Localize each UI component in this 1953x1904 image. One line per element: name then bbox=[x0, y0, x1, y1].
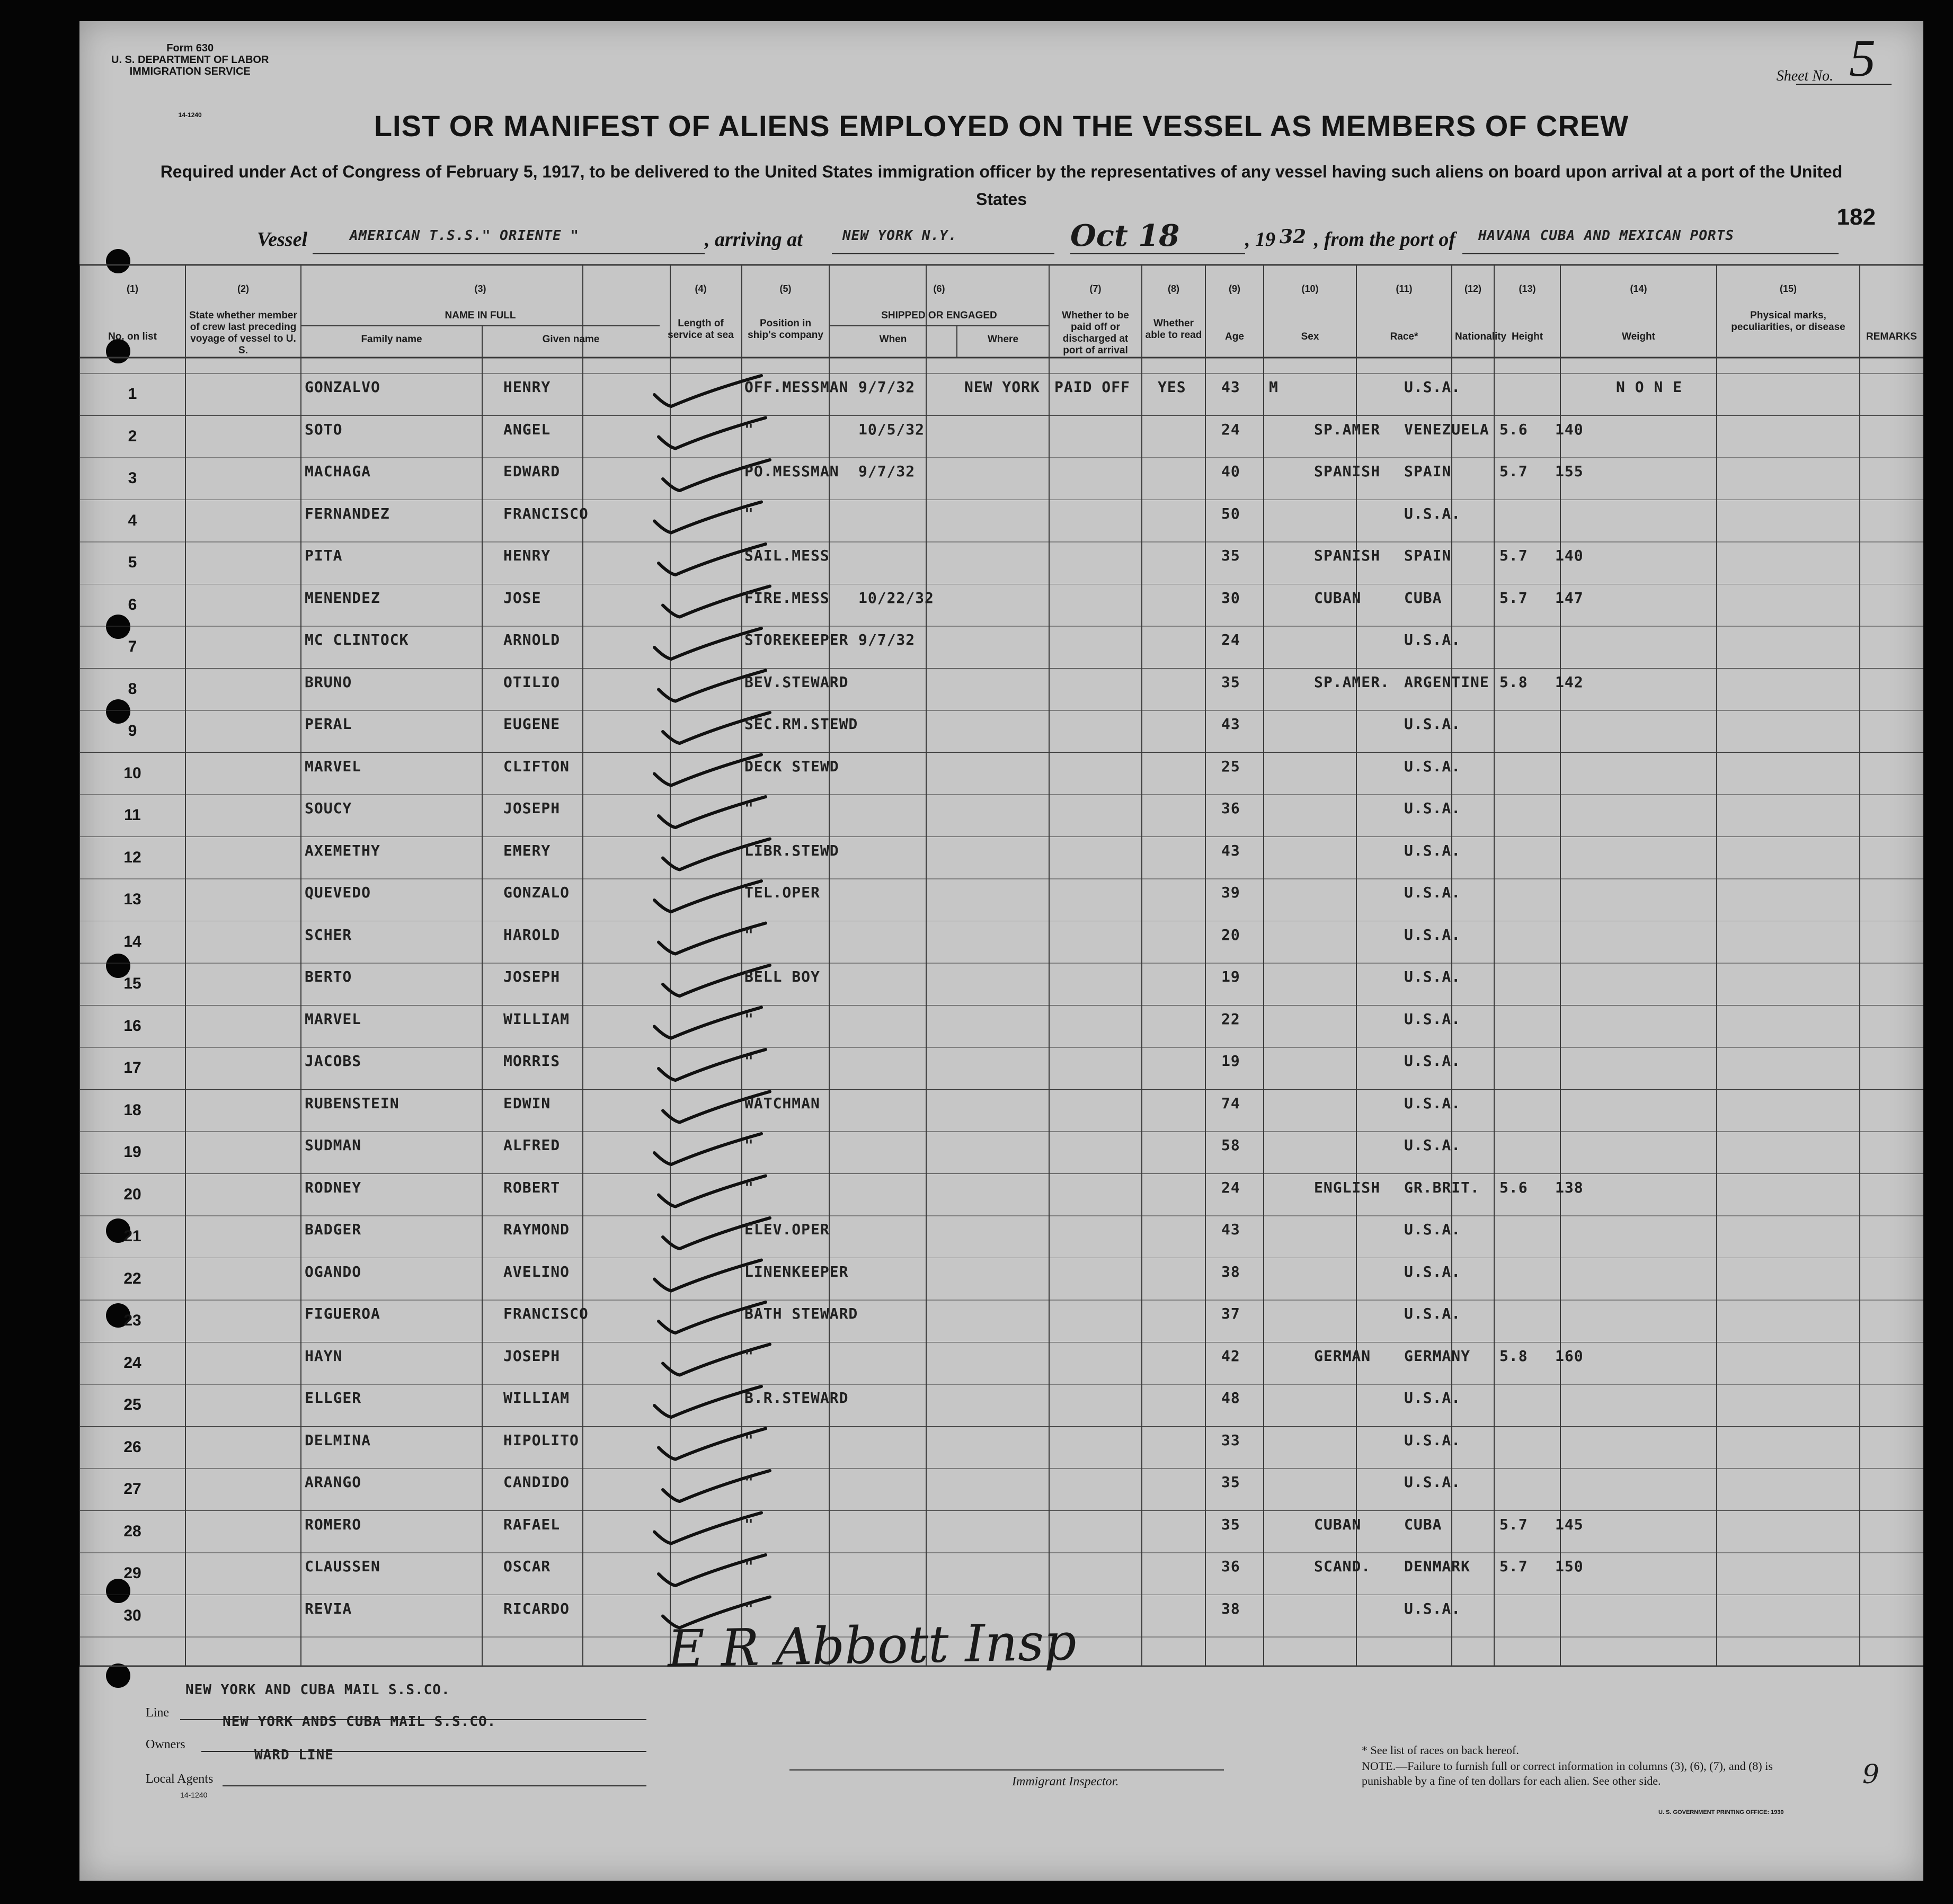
column-number: (13) bbox=[1519, 283, 1536, 294]
given-name: GONZALO bbox=[503, 884, 570, 901]
position: FIRE.MESS bbox=[744, 589, 830, 607]
printing-office: U. S. GOVERNMENT PRINTING OFFICE: 1930 bbox=[1658, 1809, 1784, 1816]
nationality: SPAIN bbox=[1404, 462, 1452, 480]
from-port-label: , from the port of bbox=[1314, 228, 1456, 251]
given-name: ROBERT bbox=[503, 1178, 561, 1196]
given-name: EUGENE bbox=[503, 715, 561, 733]
row-number: 25 bbox=[123, 1396, 141, 1413]
given-name: EDWIN bbox=[503, 1094, 551, 1112]
age: 43 bbox=[1221, 841, 1240, 859]
family-name: CLAUSSEN bbox=[305, 1558, 380, 1575]
family-name: BADGER bbox=[305, 1221, 362, 1238]
position: ELEV.OPER bbox=[744, 1221, 830, 1238]
position: " bbox=[744, 1473, 754, 1491]
nationality: U.S.A. bbox=[1404, 1052, 1461, 1070]
given-name: WILLIAM bbox=[503, 1010, 570, 1028]
position: SAIL.MESS bbox=[744, 547, 830, 564]
nationality: U.S.A. bbox=[1404, 1431, 1461, 1449]
row-number: 16 bbox=[123, 1017, 141, 1035]
family-name: PITA bbox=[305, 547, 343, 564]
age: 35 bbox=[1221, 1473, 1240, 1491]
race: SPANISH bbox=[1314, 547, 1381, 564]
age: 20 bbox=[1221, 926, 1240, 944]
age: 30 bbox=[1221, 589, 1240, 607]
column-subheader: Where bbox=[987, 334, 1019, 345]
given-name: EMERY bbox=[503, 841, 551, 859]
column-number: (5) bbox=[779, 283, 792, 294]
given-name: HIPOLITO bbox=[503, 1431, 579, 1449]
race-note: * See list of races on back hereof. bbox=[1362, 1743, 1519, 1757]
able-to-read: YES bbox=[1158, 378, 1186, 396]
row-number: 28 bbox=[123, 1522, 141, 1540]
age: 37 bbox=[1221, 1305, 1240, 1322]
column-header: State whether member of crew last preceding voyage of vessel to U. S. bbox=[189, 310, 297, 356]
column-number: (15) bbox=[1779, 283, 1797, 294]
family-name: RUBENSTEIN bbox=[305, 1094, 400, 1112]
family-name: FERNANDEZ bbox=[305, 504, 390, 522]
nationality: GERMANY bbox=[1404, 1347, 1471, 1365]
family-name: SOTO bbox=[305, 420, 343, 438]
vessel-name: AMERICAN T.S.S." ORIENTE " bbox=[350, 228, 579, 244]
family-name: BERTO bbox=[305, 968, 352, 985]
column-number: (14) bbox=[1630, 283, 1647, 294]
given-name: ANGEL bbox=[503, 420, 551, 438]
given-name: ALFRED bbox=[503, 1136, 561, 1154]
vessel-label: Vessel bbox=[257, 228, 307, 251]
column-number: (11) bbox=[1396, 283, 1413, 294]
shipped-where: NEW YORK bbox=[964, 378, 1040, 396]
age: 35 bbox=[1221, 673, 1240, 691]
height: 5.8 bbox=[1499, 1347, 1528, 1365]
nationality: U.S.A. bbox=[1404, 1389, 1461, 1407]
row-number: 26 bbox=[123, 1438, 141, 1456]
family-name: PERAL bbox=[305, 715, 352, 733]
line-value: NEW YORK AND CUBA MAIL S.S.CO. bbox=[185, 1682, 450, 1698]
family-name: SCHER bbox=[305, 926, 352, 944]
column-subheader: Given name bbox=[542, 334, 600, 345]
position: BEV.STEWARD bbox=[744, 673, 849, 691]
column-number: (3) bbox=[474, 283, 486, 294]
nationality: U.S.A. bbox=[1404, 1221, 1461, 1238]
position: BATH STEWARD bbox=[744, 1305, 858, 1322]
family-name: MARVEL bbox=[305, 757, 362, 775]
position: LIBR.STEWD bbox=[744, 841, 839, 859]
position: STOREKEEPER bbox=[744, 631, 849, 648]
race: SP.AMER. bbox=[1314, 673, 1390, 691]
column-number: (10) bbox=[1301, 283, 1319, 294]
nationality: GR.BRIT. bbox=[1404, 1178, 1480, 1196]
row-number: 3 bbox=[128, 469, 137, 487]
owners-label: Owners bbox=[146, 1738, 185, 1751]
family-name: MENENDEZ bbox=[305, 589, 380, 607]
line-label: Line bbox=[146, 1706, 169, 1720]
age: 19 bbox=[1221, 1052, 1240, 1070]
nationality: VENEZUELA bbox=[1404, 420, 1489, 438]
penalty-note: NOTE.—Failure to furnish full or correct information in columns (3), (6), (7), and (8) is punishable by a fine of ten dollars for each alien. See other side. bbox=[1362, 1759, 1773, 1787]
family-name: ELLGER bbox=[305, 1389, 362, 1407]
row-number: 13 bbox=[123, 891, 141, 908]
nationality: U.S.A. bbox=[1404, 1262, 1461, 1280]
position: LINENKEEPER bbox=[744, 1262, 849, 1280]
column-subheader: Family name bbox=[361, 334, 422, 345]
given-name: MORRIS bbox=[503, 1052, 561, 1070]
shipped-when: 9/7/32 bbox=[858, 462, 916, 480]
nationality: CUBA bbox=[1404, 1515, 1442, 1533]
given-name: HENRY bbox=[503, 378, 551, 396]
age: 35 bbox=[1221, 547, 1240, 564]
height: 5.7 bbox=[1499, 547, 1528, 564]
column-header: Length of service at sea bbox=[668, 318, 734, 341]
column-header: No. on list bbox=[108, 331, 157, 342]
row-number: 23 bbox=[123, 1312, 141, 1329]
weight: 147 bbox=[1555, 589, 1584, 607]
column-header: Position in ship's company bbox=[748, 318, 823, 341]
position: " bbox=[744, 926, 754, 944]
position: " bbox=[744, 1010, 754, 1028]
row-number: 30 bbox=[123, 1606, 141, 1624]
race: SPANISH bbox=[1314, 462, 1381, 480]
document-title: LIST OR MANIFEST OF ALIENS EMPLOYED ON THE VESSEL AS MEMBERS OF CREW bbox=[374, 109, 1629, 143]
inspector-label: Immigrant Inspector. bbox=[1012, 1775, 1119, 1789]
column-header: Whether to be paid off or discharged at port of arrival bbox=[1062, 310, 1129, 356]
row-number: 29 bbox=[123, 1564, 141, 1582]
row-number: 27 bbox=[123, 1480, 141, 1498]
column-header: Nationality bbox=[1455, 331, 1507, 342]
nationality: U.S.A. bbox=[1404, 1473, 1461, 1491]
owners-value: NEW YORK ANDS CUBA MAIL S.S.CO. bbox=[223, 1714, 496, 1730]
row-number: 4 bbox=[128, 511, 137, 529]
position: TEL.OPER bbox=[744, 884, 820, 901]
row-number: 21 bbox=[123, 1227, 141, 1245]
column-header: Age bbox=[1225, 331, 1244, 342]
position: " bbox=[744, 1052, 754, 1070]
row-number: 24 bbox=[123, 1354, 141, 1372]
weight: 142 bbox=[1555, 673, 1584, 691]
position: " bbox=[744, 1136, 754, 1154]
height: 5.8 bbox=[1499, 673, 1528, 691]
age: 43 bbox=[1221, 1221, 1240, 1238]
arrival-year: 32 bbox=[1280, 226, 1307, 248]
column-number: (6) bbox=[933, 283, 945, 294]
given-name: FRANCISCO bbox=[503, 1305, 589, 1322]
position: " bbox=[744, 799, 754, 817]
position: " bbox=[744, 504, 754, 522]
column-number: (12) bbox=[1464, 283, 1481, 294]
family-name: REVIA bbox=[305, 1599, 352, 1617]
nationality: U.S.A. bbox=[1404, 504, 1461, 522]
print-code-bottom: 14-1240 bbox=[180, 1791, 208, 1799]
column-number: (1) bbox=[127, 283, 138, 294]
position: " bbox=[744, 1515, 754, 1533]
age: 25 bbox=[1221, 757, 1240, 775]
inspector-signature: E R Abbott Insp bbox=[667, 1612, 1077, 1679]
column-header: Race* bbox=[1390, 331, 1418, 342]
position: " bbox=[744, 1431, 754, 1449]
row-number: 5 bbox=[128, 554, 137, 571]
arrival-date: Oct 18 bbox=[1070, 218, 1180, 253]
age: 24 bbox=[1221, 1178, 1240, 1196]
family-name: SUDMAN bbox=[305, 1136, 362, 1154]
row-number: 17 bbox=[123, 1059, 141, 1076]
position: " bbox=[744, 420, 754, 438]
column-number: (7) bbox=[1089, 283, 1102, 294]
position: " bbox=[744, 1178, 754, 1196]
age: 35 bbox=[1221, 1515, 1240, 1533]
given-name: JOSEPH bbox=[503, 1347, 561, 1365]
row-number: 2 bbox=[128, 427, 137, 445]
given-name: FRANCISCO bbox=[503, 504, 589, 522]
nationality: ARGENTINE bbox=[1404, 673, 1489, 691]
nationality: CUBA bbox=[1404, 589, 1442, 607]
age: 43 bbox=[1221, 378, 1240, 396]
race: ENGLISH bbox=[1314, 1178, 1381, 1196]
nationality: U.S.A. bbox=[1404, 884, 1461, 901]
weight: 155 bbox=[1555, 462, 1584, 480]
given-name: JOSEPH bbox=[503, 968, 561, 985]
height: 5.7 bbox=[1499, 1558, 1528, 1575]
age: 40 bbox=[1221, 462, 1240, 480]
family-name: JACOBS bbox=[305, 1052, 362, 1070]
nationality: SPAIN bbox=[1404, 547, 1452, 564]
physical-marks: N O N E bbox=[1616, 378, 1683, 396]
position: WATCHMAN bbox=[744, 1094, 820, 1112]
stamp-number: 182 bbox=[1836, 204, 1876, 230]
nationality: U.S.A. bbox=[1404, 926, 1461, 944]
weight: 140 bbox=[1555, 547, 1584, 564]
column-header: Physical marks, peculiarities, or disease bbox=[1731, 310, 1845, 333]
nationality: U.S.A. bbox=[1404, 631, 1461, 648]
position: OFF.MESSMAN bbox=[744, 378, 849, 396]
shipped-when: 10/5/32 bbox=[858, 420, 925, 438]
height: 5.6 bbox=[1499, 1178, 1528, 1196]
row-number: 1 bbox=[128, 385, 137, 403]
height: 5.7 bbox=[1499, 589, 1528, 607]
weight: 150 bbox=[1555, 1558, 1584, 1575]
agents-label: Local Agents bbox=[146, 1772, 214, 1786]
height: 5.7 bbox=[1499, 1515, 1528, 1533]
column-header: Weight bbox=[1622, 331, 1655, 342]
age: 22 bbox=[1221, 1010, 1240, 1028]
position: BELL BOY bbox=[744, 968, 820, 985]
year-prefix: , 19 bbox=[1245, 228, 1275, 251]
given-name: ARNOLD bbox=[503, 631, 561, 648]
given-name: HENRY bbox=[503, 547, 551, 564]
form-number: Form 630 bbox=[166, 42, 214, 54]
family-name: GONZALVO bbox=[305, 378, 380, 396]
family-name: RODNEY bbox=[305, 1178, 362, 1196]
given-name: RICARDO bbox=[503, 1599, 570, 1617]
nationality: U.S.A. bbox=[1404, 715, 1461, 733]
given-name: OTILIO bbox=[503, 673, 561, 691]
column-number: (2) bbox=[237, 283, 249, 294]
age: 38 bbox=[1221, 1599, 1240, 1617]
given-name: RAYMOND bbox=[503, 1221, 570, 1238]
age: 48 bbox=[1221, 1389, 1240, 1407]
row-number: 19 bbox=[123, 1143, 141, 1161]
given-name: WILLIAM bbox=[503, 1389, 570, 1407]
age: 74 bbox=[1221, 1094, 1240, 1112]
sex: M bbox=[1269, 378, 1279, 396]
row-number: 10 bbox=[123, 764, 141, 782]
nationality: U.S.A. bbox=[1404, 378, 1461, 396]
nationality: U.S.A. bbox=[1404, 1136, 1461, 1154]
position: " bbox=[744, 1347, 754, 1365]
row-number: 11 bbox=[124, 806, 141, 824]
given-name: OSCAR bbox=[503, 1558, 551, 1575]
manifest-sheet bbox=[79, 21, 1923, 1881]
shipped-when: 10/22/32 bbox=[858, 589, 934, 607]
given-name: EDWARD bbox=[503, 462, 561, 480]
row-number: 18 bbox=[123, 1101, 141, 1119]
family-name: OGANDO bbox=[305, 1262, 362, 1280]
position: B.R.STEWARD bbox=[744, 1389, 849, 1407]
column-header: SHIPPED OR ENGAGED bbox=[881, 310, 997, 321]
nationality: U.S.A. bbox=[1404, 968, 1461, 985]
family-name: BRUNO bbox=[305, 673, 352, 691]
given-name: JOSE bbox=[503, 589, 541, 607]
age: 39 bbox=[1221, 884, 1240, 901]
departure-port: HAVANA CUBA AND MEXICAN PORTS bbox=[1478, 228, 1734, 244]
position: DECK STEWD bbox=[744, 757, 839, 775]
family-name: MARVEL bbox=[305, 1010, 362, 1028]
row-number: 22 bbox=[123, 1269, 141, 1287]
given-name: RAFAEL bbox=[503, 1515, 561, 1533]
race: CUBAN bbox=[1314, 589, 1362, 607]
shipped-when: 9/7/32 bbox=[858, 631, 916, 648]
column-subheader: When bbox=[879, 334, 907, 345]
paid-off: PAID OFF bbox=[1054, 378, 1130, 396]
document-subtitle: Required under Act of Congress of February 5, 1917, to be delivered to the United States immigration officer by the representatives of any vessel having such aliens on board upon arrival at a port of the United States bbox=[160, 162, 1843, 209]
race: GERMAN bbox=[1314, 1347, 1371, 1365]
row-number: 15 bbox=[123, 975, 141, 992]
family-name: HAYN bbox=[305, 1347, 343, 1365]
family-name: MC CLINTOCK bbox=[305, 631, 409, 648]
family-name: ROMERO bbox=[305, 1515, 362, 1533]
service-name: IMMIGRATION SERVICE bbox=[129, 66, 251, 77]
row-number: 9 bbox=[128, 722, 137, 740]
age: 38 bbox=[1221, 1262, 1240, 1280]
given-name: CANDIDO bbox=[503, 1473, 570, 1491]
given-name: HAROLD bbox=[503, 926, 561, 944]
given-name: JOSEPH bbox=[503, 799, 561, 817]
weight: 138 bbox=[1555, 1178, 1584, 1196]
nationality: U.S.A. bbox=[1404, 799, 1461, 817]
manifest-table-grid bbox=[79, 21, 1923, 1881]
age: 42 bbox=[1221, 1347, 1240, 1365]
age: 24 bbox=[1221, 631, 1240, 648]
position: " bbox=[744, 1558, 754, 1575]
family-name: MACHAGA bbox=[305, 462, 371, 480]
row-number: 20 bbox=[123, 1185, 141, 1203]
height: 5.6 bbox=[1499, 420, 1528, 438]
sheet-number: 5 bbox=[1849, 29, 1876, 87]
age: 43 bbox=[1221, 715, 1240, 733]
age: 19 bbox=[1221, 968, 1240, 985]
row-number: 7 bbox=[128, 638, 137, 655]
column-number: (9) bbox=[1229, 283, 1240, 294]
race: SP.AMER bbox=[1314, 420, 1381, 438]
race: SCAND. bbox=[1314, 1558, 1371, 1575]
column-header: REMARKS bbox=[1866, 331, 1918, 342]
weight: 145 bbox=[1555, 1515, 1584, 1533]
position: " bbox=[744, 1599, 754, 1617]
family-name: SOUCY bbox=[305, 799, 352, 817]
column-header: Whether able to read bbox=[1145, 318, 1202, 341]
column-header: Sex bbox=[1301, 331, 1319, 342]
age: 36 bbox=[1221, 1558, 1240, 1575]
nationality: U.S.A. bbox=[1404, 1094, 1461, 1112]
weight: 140 bbox=[1555, 420, 1584, 438]
nationality: U.S.A. bbox=[1404, 757, 1461, 775]
shipped-when: 9/7/32 bbox=[858, 378, 916, 396]
age: 24 bbox=[1221, 420, 1240, 438]
nationality: U.S.A. bbox=[1404, 1305, 1461, 1322]
agents-underline bbox=[223, 1785, 646, 1786]
agents-value: WARD LINE bbox=[254, 1747, 334, 1763]
nationality: U.S.A. bbox=[1404, 1599, 1461, 1617]
print-code-top: 14-1240 bbox=[178, 111, 202, 119]
row-number: 12 bbox=[123, 848, 141, 866]
age: 33 bbox=[1221, 1431, 1240, 1449]
nationality: U.S.A. bbox=[1404, 1010, 1461, 1028]
family-name: DELMINA bbox=[305, 1431, 371, 1449]
nationality: DENMARK bbox=[1404, 1558, 1471, 1575]
family-name: ARANGO bbox=[305, 1473, 362, 1491]
given-name: AVELINO bbox=[503, 1262, 570, 1280]
column-number: (8) bbox=[1168, 283, 1179, 294]
weight: 160 bbox=[1555, 1347, 1584, 1365]
position: SEC.RM.STEWD bbox=[744, 715, 858, 733]
position: PO.MESSMAN bbox=[744, 462, 839, 480]
row-number: 14 bbox=[123, 932, 141, 950]
age: 50 bbox=[1221, 504, 1240, 522]
family-name: AXEMETHY bbox=[305, 841, 380, 859]
race: CUBAN bbox=[1314, 1515, 1362, 1533]
given-name: CLIFTON bbox=[503, 757, 570, 775]
arriving-label: , arriving at bbox=[705, 228, 803, 251]
inspector-signature-line bbox=[789, 1769, 1224, 1770]
family-name: QUEVEDO bbox=[305, 884, 371, 901]
department-name: U. S. DEPARTMENT OF LABOR bbox=[111, 54, 269, 66]
row-number: 8 bbox=[128, 680, 137, 698]
corner-mark: 9 bbox=[1862, 1759, 1879, 1790]
family-name: FIGUEROA bbox=[305, 1305, 380, 1322]
height: 5.7 bbox=[1499, 462, 1528, 480]
column-header: Height bbox=[1511, 331, 1543, 342]
sheet-label: Sheet No. bbox=[1776, 68, 1833, 84]
age: 36 bbox=[1221, 799, 1240, 817]
arrival-port: NEW YORK N.Y. bbox=[842, 228, 957, 244]
age: 58 bbox=[1221, 1136, 1240, 1154]
nationality: U.S.A. bbox=[1404, 841, 1461, 859]
column-number: (4) bbox=[695, 283, 707, 294]
column-header: NAME IN FULL bbox=[445, 310, 516, 321]
row-number: 6 bbox=[128, 595, 137, 613]
